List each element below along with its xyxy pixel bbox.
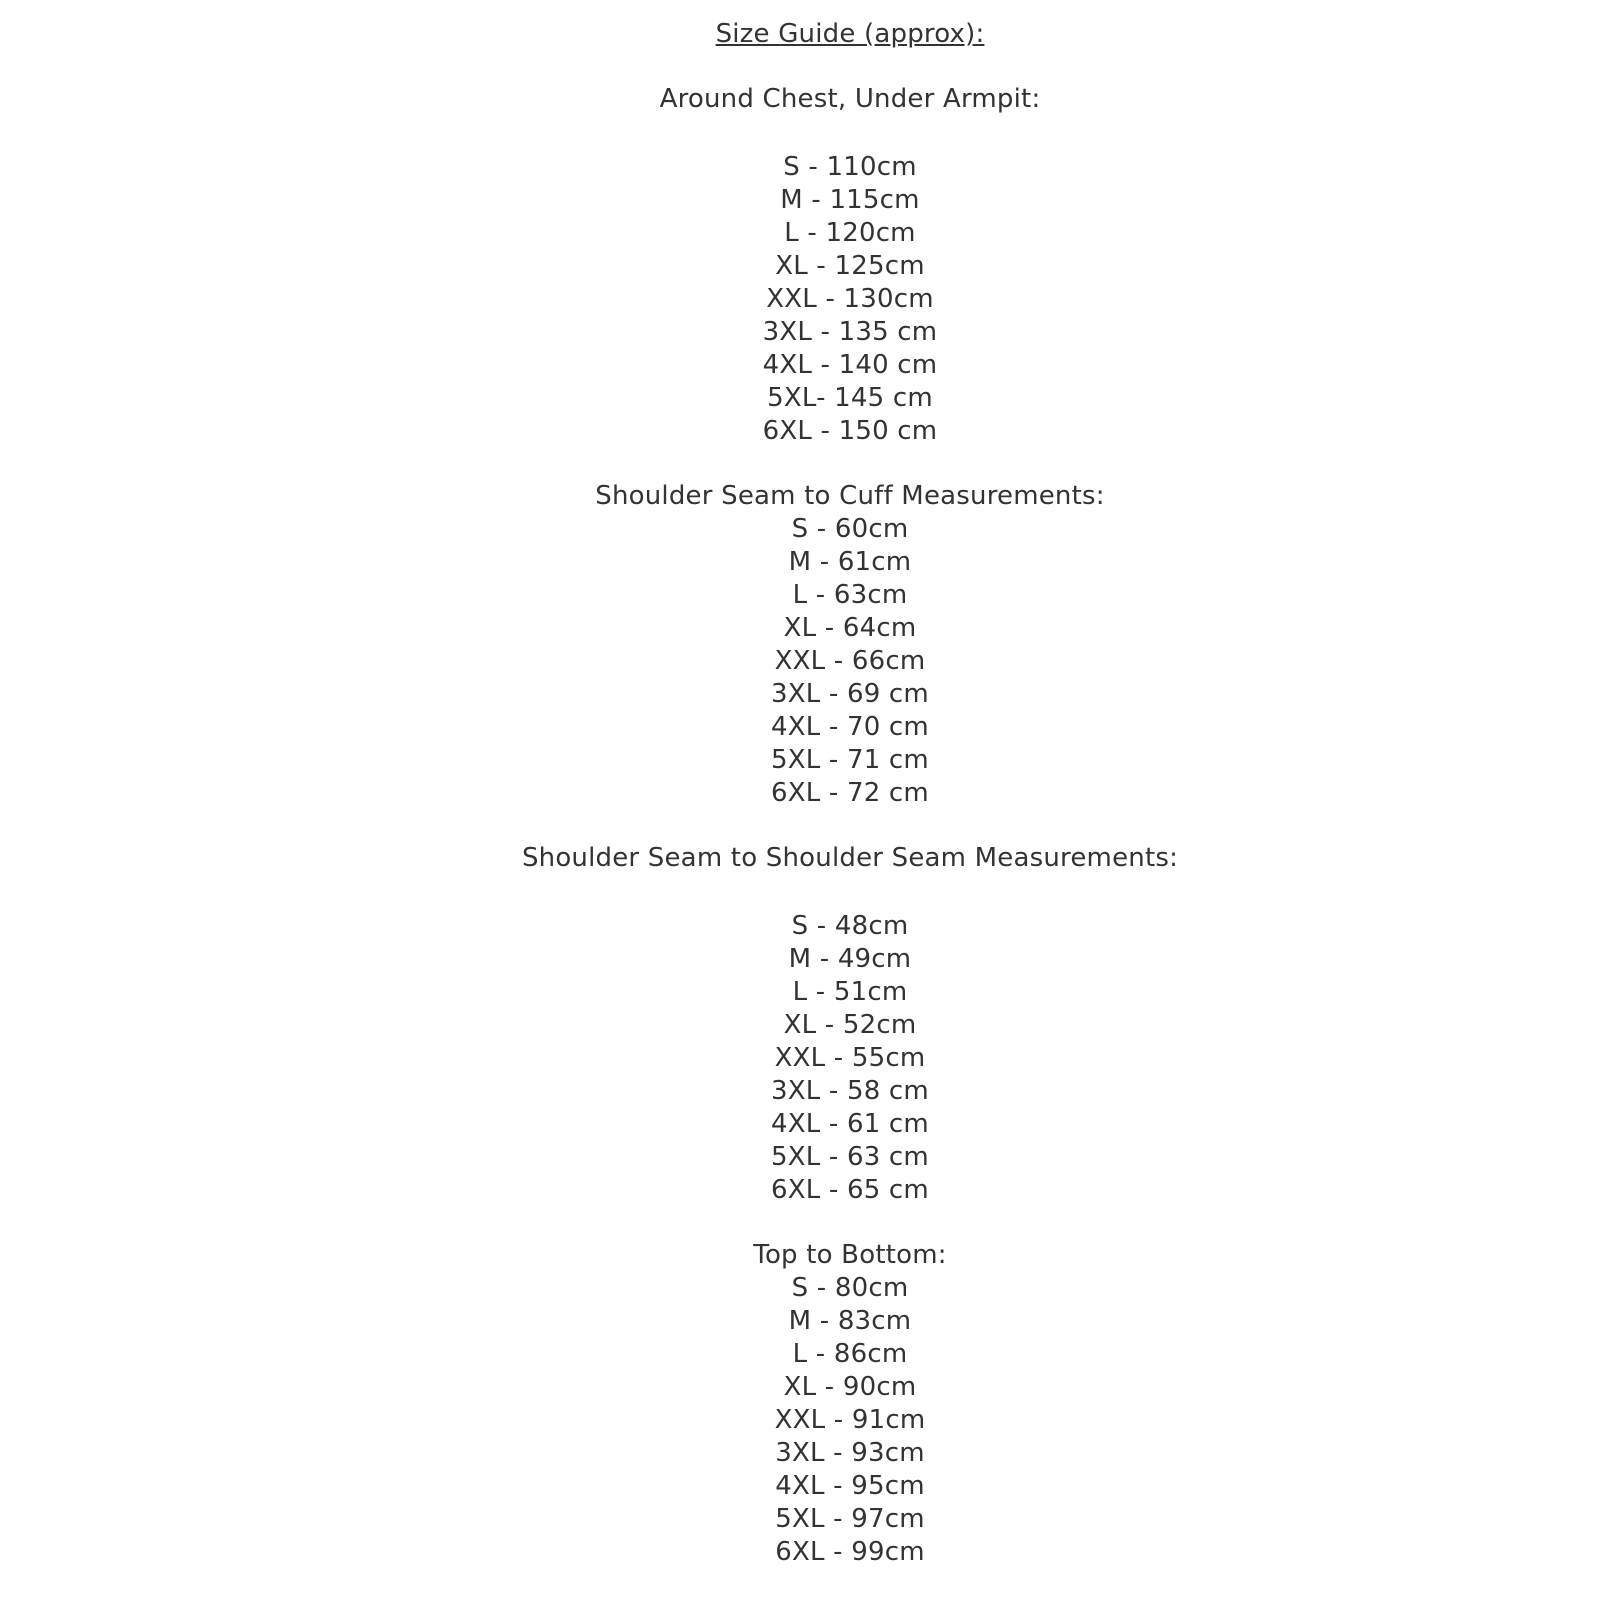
size-row: 4XL - 61 cm [771, 1109, 929, 1139]
size-row: M - 115cm [780, 185, 920, 215]
size-list-chest [100, 151, 1600, 448]
page-title: Size Guide (approx): [715, 19, 985, 49]
section-length [100, 1239, 1600, 1569]
size-row: XXL - 66cm [774, 646, 926, 676]
size-row: XL - 125cm [775, 251, 925, 281]
size-row: S - 110cm [783, 152, 917, 182]
size-row: L - 86cm [792, 1339, 908, 1369]
size-row: 5XL - 97cm [775, 1504, 925, 1534]
size-list-sleeve [100, 513, 1600, 810]
section-header-shoulder: Shoulder Seam to Shoulder Seam Measurements: [521, 843, 1179, 873]
section-chest [100, 83, 1600, 448]
size-row: 4XL - 140 cm [762, 350, 938, 380]
size-row: 4XL - 70 cm [771, 712, 929, 742]
section-header-length: Top to Bottom: [753, 1240, 947, 1270]
size-row: 6XL - 72 cm [771, 778, 929, 808]
size-row: S - 60cm [791, 514, 909, 544]
size-row: M - 61cm [788, 547, 912, 577]
size-list-length [100, 1272, 1600, 1569]
size-guide-document [100, 0, 1600, 1569]
size-row: 3XL - 93cm [775, 1438, 925, 1468]
size-row: XL - 90cm [783, 1372, 917, 1402]
size-row: 6XL - 65 cm [771, 1175, 929, 1205]
size-row: 4XL - 95cm [775, 1471, 925, 1501]
size-row: 5XL - 71 cm [771, 745, 929, 775]
size-list-shoulder [100, 910, 1600, 1207]
size-row: M - 49cm [788, 944, 912, 974]
size-row: XL - 52cm [783, 1010, 917, 1040]
size-row: 3XL - 135 cm [762, 317, 938, 347]
section-header-chest: Around Chest, Under Armpit: [659, 84, 1041, 114]
size-row: XL - 64cm [783, 613, 917, 643]
size-row: L - 51cm [792, 977, 908, 1007]
size-row: S - 48cm [791, 911, 909, 941]
size-row: XXL - 130cm [766, 284, 934, 314]
size-row: M - 83cm [788, 1306, 912, 1336]
size-row: XXL - 91cm [774, 1405, 926, 1435]
section-header-sleeve: Shoulder Seam to Cuff Measurements: [595, 481, 1105, 511]
size-row: 6XL - 99cm [775, 1537, 925, 1567]
size-row: L - 120cm [784, 218, 916, 248]
size-row: XXL - 55cm [774, 1043, 926, 1073]
size-row: L - 63cm [792, 580, 908, 610]
size-row: 3XL - 58 cm [771, 1076, 929, 1106]
size-row: 5XL - 63 cm [771, 1142, 929, 1172]
size-row: 3XL - 69 cm [771, 679, 929, 709]
size-row: 6XL - 150 cm [762, 416, 938, 446]
section-shoulder [100, 842, 1600, 1207]
section-sleeve [100, 480, 1600, 810]
size-row: S - 80cm [791, 1273, 909, 1303]
size-row: 5XL- 145 cm [767, 383, 933, 413]
